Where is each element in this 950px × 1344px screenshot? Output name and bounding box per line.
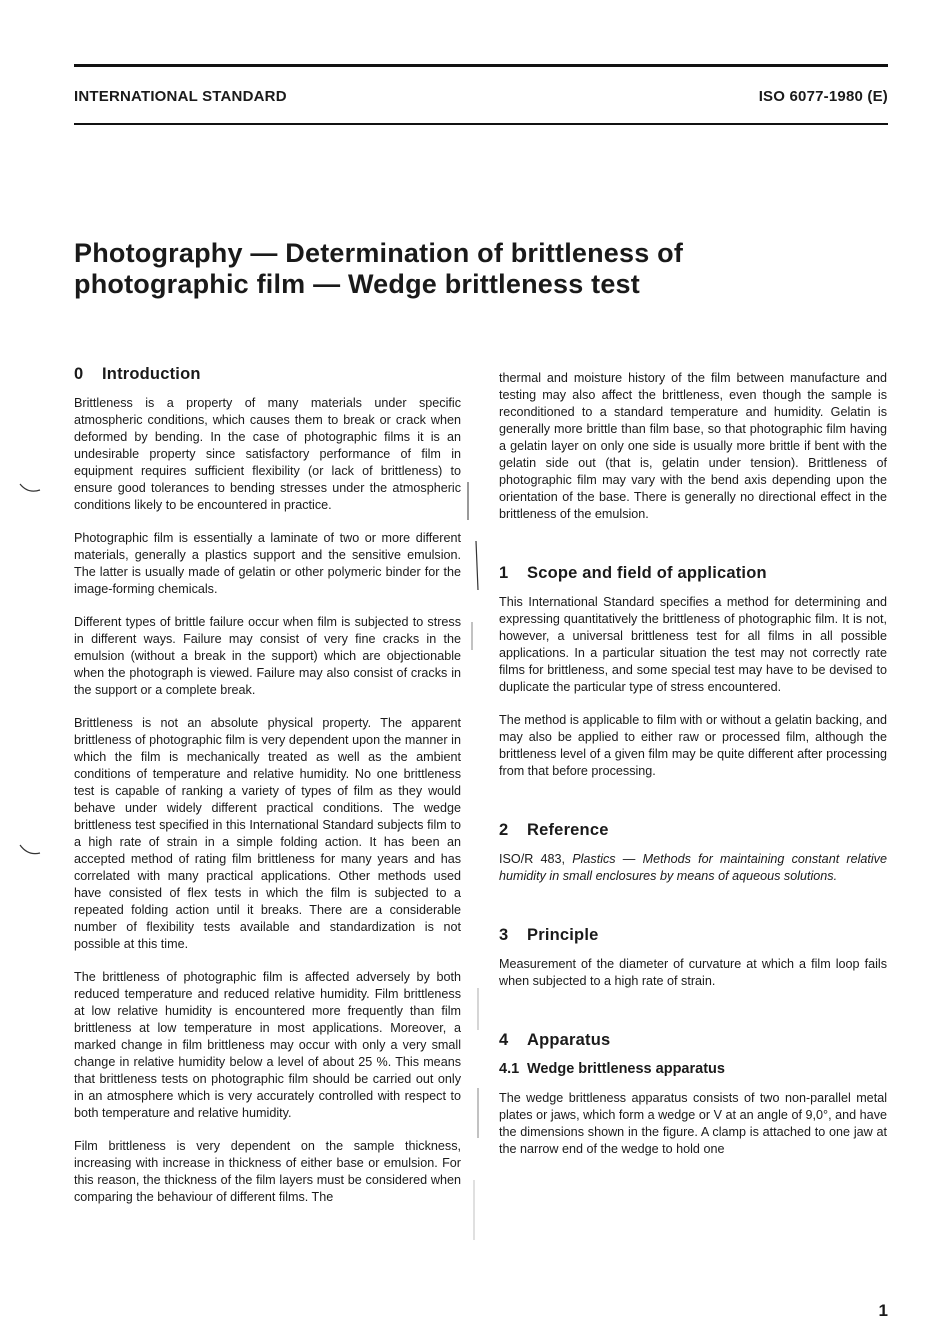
section-title: Principle [527, 926, 599, 944]
intro-paragraph-5: The brittleness of photographic film is affected adversely by both reduced temperature and reduced relative humidity. Film brittleness at low relative humidity is encountered more frequently than film brittleness at low temperature in most applications. Moreover, a marked change in film brittleness may occur with only a very small change in relative humidity below a level of about 25 %. This means that brittleness tests on photographic film should be carried out only in an atmosphere which is very accurately controlled with respect to both temperature and relative humidity. [74, 970, 461, 1120]
scope-paragraph-2: The method is applicable to film with or without a gelatin backing, and may also be applied to either raw or processed film, although the brittleness level of a given film may be quite different after processing from that before processing. [499, 713, 887, 778]
margin-curve-mark [20, 484, 40, 491]
intro-paragraph-2: Photographic film is essentially a laminate of two or more different materials, generally a plastics support and the sensitive emulsion. The latter is usually made of gelatin or other polymeric binder for the image-forming chemicals. [74, 531, 461, 596]
section-title: Introduction [102, 365, 201, 383]
margin-curve-mark [20, 845, 40, 854]
page-number: 1 [878, 1301, 888, 1320]
intro-paragraph-6-continued: thermal and moisture history of the film between manufacture and testing may also affect the brittleness, even though the sample is reconditioned to a standard temperature and humidity. Gelatin is generally more brittle than film base, so that photographic film having a gelatin layer on only one side is usually more brittle if bent with the gelatin side out (that is, gelatin under tension). Brittleness of photographic film may vary with the bend axis depending upon the orientation of the base. There is generally no directional effect in the brittleness of the emulsion. [499, 371, 887, 521]
title-line-1: Photography — Determination of brittleness of [74, 238, 684, 268]
section-number: 0 [74, 365, 84, 383]
standard-type-label: INTERNATIONAL STANDARD [74, 88, 287, 105]
standard-number: ISO 6077-1980 (E) [758, 88, 888, 105]
section-number: 2 [499, 821, 509, 839]
intro-paragraph-3: Different types of brittle failure occur when film is subjected to stress in different ways. Failure may consist of very fine cracks in the emulsion (without a break in the support) which are objectionable when the photograph is viewed. Failure may also consist of cracks in the support or a complete break. [74, 615, 461, 697]
section-number: 3 [499, 926, 509, 944]
section-number: 4 [499, 1031, 509, 1049]
subsection-number: 4.1 [499, 1061, 520, 1077]
intro-paragraph-1: Brittleness is a property of many materials under specific atmospheric conditions, which causes them to break or crack when deformed by bending. In the case of photographic films it is an undesirable property since satisfactory performance of film in equipment requires sufficient flexibility (or lack of brittleness) to ensure good tolerances to bending stresses under the atmospheric conditions likely to be encountered in practice. [74, 396, 461, 512]
principle-paragraph: Measurement of the diameter of curvature at which a film loop fails when subjected to a high rate of strain. [499, 957, 887, 988]
reference-id: ISO/R 483, [499, 852, 573, 866]
change-bar [476, 541, 478, 590]
title-line-2: photographic film — Wedge brittleness test [74, 269, 640, 299]
apparatus-paragraph: The wedge brittleness apparatus consists of two non-parallel metal plates or jaws, which form a wedge or V at an angle of 9,0°, and have the dimensions shown in the figure. A clamp is attached to one jaw at the narrow end of the wedge to hold one [499, 1091, 887, 1156]
section-number: 1 [499, 564, 509, 582]
scope-paragraph-1: This International Standard specifies a method for determining and expressing quantitatively the brittleness of photographic film. It is not, however, a universal brittleness test for all films in all possible applications. In a particular situation the test may not correctly rate films for brittleness, and some special test may have to be devised to duplicate the particular type of stress encountered. [499, 595, 887, 694]
subsection-title: Wedge brittleness apparatus [527, 1061, 725, 1077]
section-title: Apparatus [527, 1031, 611, 1049]
section-title: Reference [527, 821, 609, 839]
intro-paragraph-4: Brittleness is not an absolute physical property. The apparent brittleness of photographic film is very dependent upon the manner in which the film is mechanically treated as well as the ambient conditions of temperature and relative humidity. No one brittleness test is capable of ranking a variety of types of film as they would behave under widely different practical conditions. The wedge brittleness test specified in this International Standard subjects film to a high rate of strain in a simple folding action. It has been an accepted method of rating film brittleness for many years and has correlated with many practical applications. Other methods used have consisted of flex tests in which the film is subjected to a repeated folding action until it breaks. There are a considerable number of flexibility tests available and standardization is not possible at this time. [74, 716, 461, 951]
section-title: Scope and field of application [527, 564, 767, 582]
reference-title: Plastics — Methods for maintaining constant relative humidity in small enclosures by means of aqueous solutions. [499, 852, 887, 883]
intro-paragraph-6: Film brittleness is very dependent on the sample thickness, increasing with increase in thickness of either base or emulsion. For this reason, the thickness of the film layers must be considered when comparing the behaviour of different films. The [74, 1139, 461, 1204]
